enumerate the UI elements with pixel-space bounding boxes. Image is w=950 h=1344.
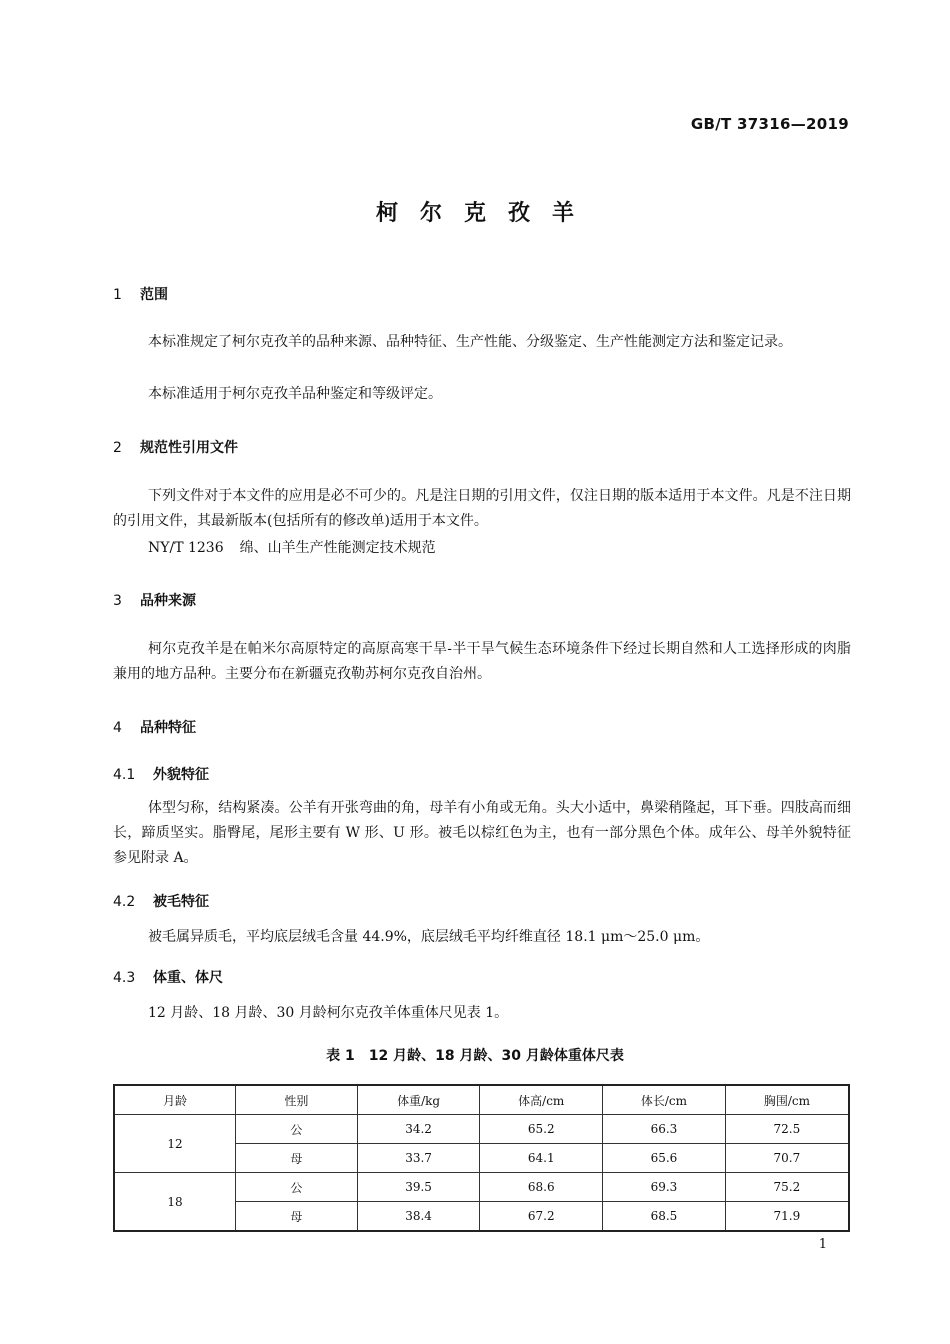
header-height: 体高/cm xyxy=(480,1085,603,1115)
section-4-1-heading xyxy=(113,764,209,784)
section-title: 外貌特征 xyxy=(153,767,209,783)
section-3-paragraph-1: 柯尔克孜羊是在帕米尔高原特定的高原高寒干旱-半干旱气候生态环境条件下经过长期自然和人工选择形成的肉脂兼用的地方品种。主要分布在新疆克孜勒苏柯尔克孜自治州。 xyxy=(113,641,851,682)
section-1-heading xyxy=(113,284,168,304)
table-row xyxy=(114,1115,849,1144)
header-weight: 体重/kg xyxy=(357,1085,480,1115)
header-sex: 性别 xyxy=(236,1085,358,1115)
section-4-2-heading xyxy=(113,891,209,911)
sex-cell: 公 xyxy=(236,1173,358,1202)
length-cell: 69.3 xyxy=(603,1173,726,1202)
table-header-row xyxy=(114,1085,849,1115)
page-number: 1 xyxy=(818,1237,827,1252)
sex-cell: 母 xyxy=(236,1144,358,1173)
section-title: 范围 xyxy=(140,287,168,303)
weight-cell: 34.2 xyxy=(357,1115,480,1144)
section-1-paragraph-2: 本标准适用于柯尔克孜羊品种鉴定和等级评定。 xyxy=(148,386,442,402)
section-4-3-heading xyxy=(113,967,223,987)
chest-cell: 71.9 xyxy=(725,1202,849,1232)
length-cell: 65.6 xyxy=(603,1144,726,1173)
section-number: 1 xyxy=(113,287,122,303)
body-measurement-table xyxy=(113,1084,850,1232)
weight-cell: 39.5 xyxy=(357,1173,480,1202)
chest-cell: 70.7 xyxy=(725,1144,849,1173)
section-number: 2 xyxy=(113,440,122,456)
section-title: 品种来源 xyxy=(140,593,196,609)
length-cell: 68.5 xyxy=(603,1202,726,1232)
section-title: 被毛特征 xyxy=(153,894,209,910)
section-number: 4.1 xyxy=(113,767,136,783)
weight-cell: 38.4 xyxy=(357,1202,480,1232)
section-3-heading xyxy=(113,590,196,610)
age-cell: 18 xyxy=(114,1173,236,1232)
weight-cell: 33.7 xyxy=(357,1144,480,1173)
sex-cell: 公 xyxy=(236,1115,358,1144)
section-title: 品种特征 xyxy=(140,720,196,736)
standard-code: GB/T 37316—2019 xyxy=(690,115,849,133)
height-cell: 64.1 xyxy=(480,1144,603,1173)
sex-cell: 母 xyxy=(236,1202,358,1232)
reference-code: NY/T 1236 xyxy=(148,540,224,556)
section-2-heading xyxy=(113,437,238,457)
section-4-2-paragraph-1: 被毛属异质毛，平均底层绒毛含量 44.9%，底层绒毛平均纤维直径 18.1 μm～25.0 μm。 xyxy=(148,929,710,945)
header-age: 月龄 xyxy=(114,1085,236,1115)
reference-title: 绵、山羊生产性能测定技术规范 xyxy=(239,540,436,556)
document-title: 柯尔克孜羊 xyxy=(375,201,596,226)
section-1-paragraph-1: 本标准规定了柯尔克孜羊的品种来源、品种特征、生产性能、分级鉴定、生产性能测定方法和鉴定记录。 xyxy=(148,334,792,350)
header-chest: 胸围/cm xyxy=(725,1085,849,1115)
section-2-paragraph-1: 下列文件对于本文件的应用是必不可少的。凡是注日期的引用文件，仅注日期的版本适用于本文件。凡是不注日期的引用文件，其最新版本(包括所有的修改单)适用于本文件。 xyxy=(113,488,851,529)
section-title: 体重、体尺 xyxy=(153,970,223,986)
age-cell: 12 xyxy=(114,1115,236,1173)
section-number: 4 xyxy=(113,720,122,736)
height-cell: 68.6 xyxy=(480,1173,603,1202)
table-row xyxy=(114,1173,849,1202)
section-4-heading xyxy=(113,717,196,737)
section-4-3-paragraph-1: 12 月龄、18 月龄、30 月龄柯尔克孜羊体重体尺见表 1。 xyxy=(148,1005,509,1021)
chest-cell: 72.5 xyxy=(725,1115,849,1144)
normative-reference xyxy=(113,536,851,561)
section-number: 4.3 xyxy=(113,970,136,986)
section-number: 4.2 xyxy=(113,894,136,910)
table-caption: 表 1 12 月龄、18 月龄、30 月龄体重体尺表 xyxy=(326,1048,624,1064)
length-cell: 66.3 xyxy=(603,1115,726,1144)
header-length: 体长/cm xyxy=(603,1085,726,1115)
section-4-1-paragraph-1: 体型匀称，结构紧凑。公羊有开张弯曲的角，母羊有小角或无角。头大小适中，鼻梁稍隆起，耳下垂。四肢高而细长，蹄质坚实。脂臀尾，尾形主要有 W 形、U 形。被毛以棕红色为主，也有一部分黑色个体。成年公、母羊外貌特征参见附录 A。 xyxy=(113,800,851,866)
section-number: 3 xyxy=(113,593,122,609)
chest-cell: 75.2 xyxy=(725,1173,849,1202)
section-title: 规范性引用文件 xyxy=(140,440,238,456)
height-cell: 67.2 xyxy=(480,1202,603,1232)
height-cell: 65.2 xyxy=(480,1115,603,1144)
